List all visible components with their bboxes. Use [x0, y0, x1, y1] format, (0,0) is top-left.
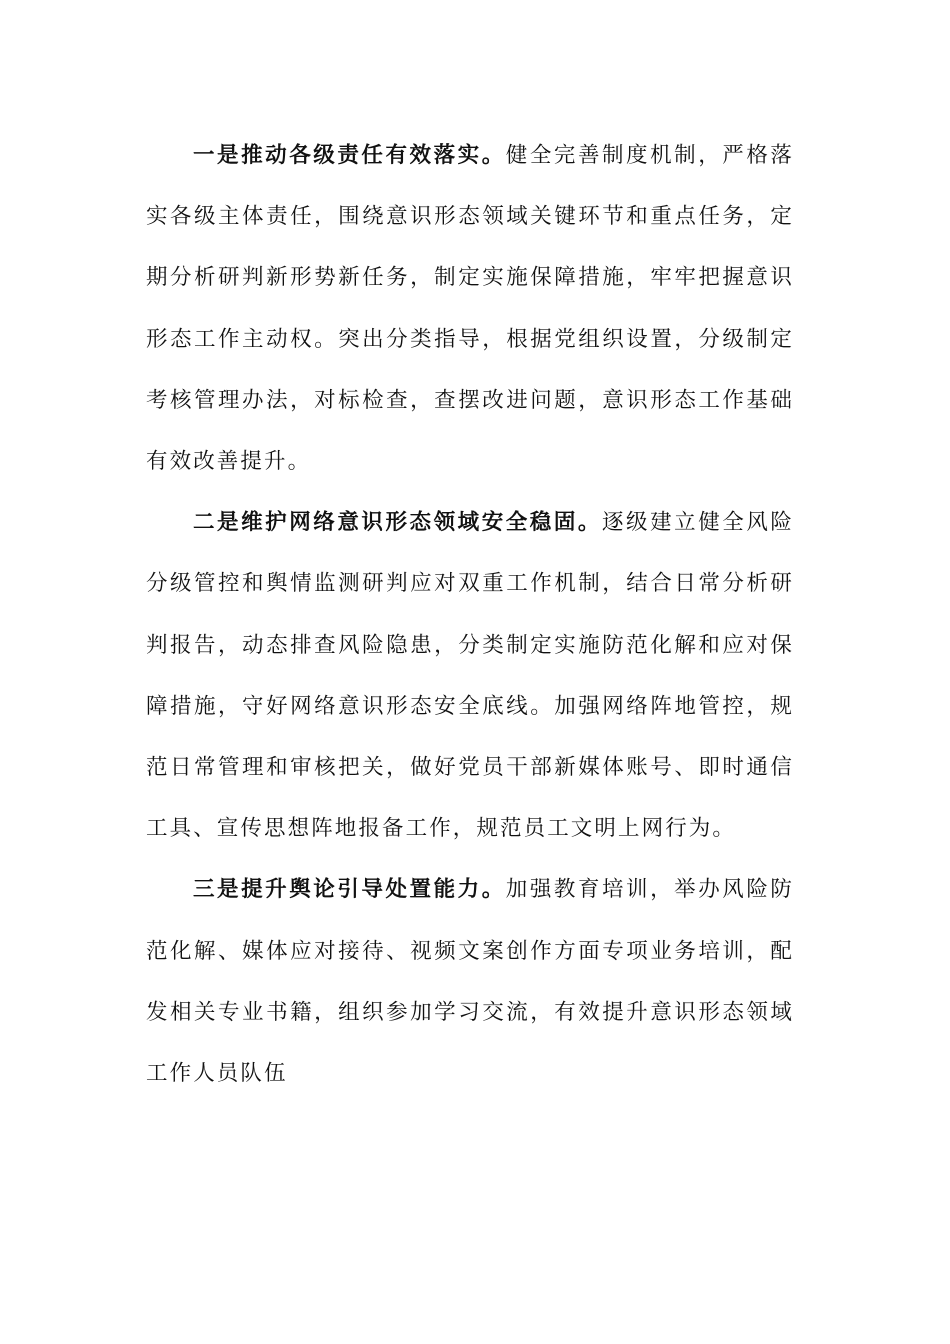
paragraph-2-text: 逐级建立健全风险分级管控和舆情监测研判应对双重工作机制，结合日常分析研判报告，动态排查风险隐患，分类制定实施防范化解和应对保障措施，守好网络意识形态安全底线。加强网络阵地管控，规范日常管理和审核把关，做好党员干部新媒体账号、即时通信工具、宣传思想阵地报备工作，规范员工文明上网行为。 [146, 510, 794, 842]
paragraph-1-text: 健全完善制度机制，严格落实各级主体责任，围绕意识形态领域关键环节和重点任务，定期分析研判新形势新任务，制定实施保障措施，牢牢把握意识形态工作主动权。突出分类指导，根据党组织设置，分级制定考核管理办法，对标检查，查摆改进问题，意识形态工作基础有效改善提升。 [146, 143, 795, 475]
paragraph-3-text: 加强教育培训，举办风险防范化解、媒体应对接待、视频文案创作方面专项业务培训，配发相关专业书籍，组织参加学习交流，有效提升意识形态领域工作人员队伍 [146, 877, 795, 1087]
paragraph-3 [146, 859, 794, 1104]
paragraph-3-heading: 三是提升舆论引导处置能力。 [193, 877, 506, 903]
document-body [146, 125, 794, 1104]
paragraph-1 [146, 125, 794, 492]
paragraph-2 [146, 492, 794, 859]
paragraph-2-heading: 二是维护网络意识形态领域安全稳固。 [193, 510, 602, 536]
paragraph-1-heading: 一是推动各级责任有效落实。 [193, 143, 506, 168]
